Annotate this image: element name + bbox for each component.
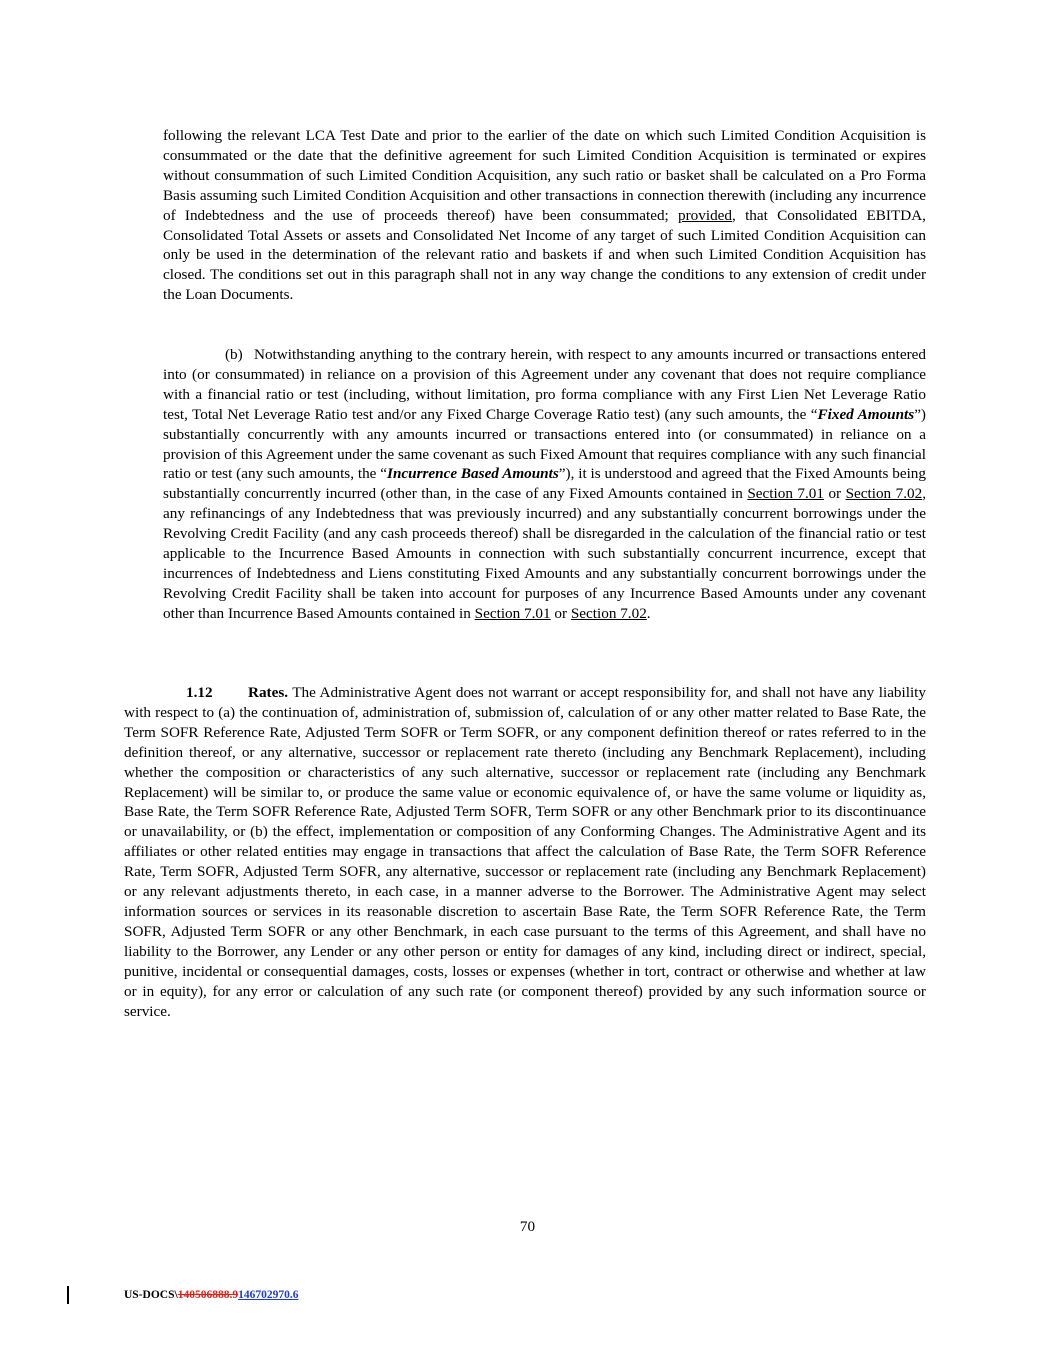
page-number: 70 bbox=[519, 1218, 536, 1235]
defined-term-fixed-amounts: Fixed Amounts bbox=[817, 405, 915, 423]
paragraph-text: , any refinancings of any Indebtedness that was previously incurred) and any substantially concurrent borrowings under the Revolving Credit Facility (and any cash proceeds thereof) shall be disregarded in the calculation of the financial ratio or test applicable to the Incurrence Based Amounts in connection with such substantially concurrent incurrence, except that incurrences of Indebtedness and Liens constituting Fixed Amounts and any substantially concurrent borrowings under the Revolving Credit Facility shall be taken into account for purposes of any Incurrence Based Amounts under any covenant other than Incurrence Based Amounts contained in bbox=[163, 485, 926, 622]
section-reference-7-01: Section 7.01 bbox=[474, 604, 551, 622]
paragraph-text: Notwithstanding anything to the contrary herein, with respect to any amounts incurred or transactions entered into (or consummated) in reliance on a provision of this Agreement under any covenant that does not require compliance with a financial ratio or test (including, without limitation, pro forma compliance with any First Lien Net Leverage Ratio test, Total Net Leverage Ratio test and/or any Fixed Charge Coverage Ratio test) (any such amounts, the “ bbox=[163, 346, 926, 423]
paragraph-text: or bbox=[823, 485, 846, 503]
section-body: The Administrative Agent does not warrant or accept responsibility for, and shall not have any liability with respect to (a) the continuation of, administration of, submission of, calculation of or any other matter related to Base Rate, the Term SOFR Reference Rate, Adjusted Term SOFR or Term SOFR, or any component definition thereof or rates referred to in the definition thereof, or any alternative, successor or replacement rate thereto (including any Benchmark Replacement), including whether the composition or characteristics of any such alternative, successor or replacement rate (including any Benchmark Replacement) will be similar to, or produce the same value or economic equivalence of, or have the same volume or liquidity as, Base Rate, the Term SOFR Reference Rate, Adjusted Term SOFR, Term SOFR or any other Benchmark prior to its discontinuance or unavailability, or (b) the effect, implementation or composition of any Conforming Changes. The Administrative Agent and its affiliates or other related entities may engage in transactions that affect the calculation of Base Rate, the Term SOFR Reference Rate, Term SOFR, Adjusted Term SOFR, any alternative, successor or replacement rate (including any Benchmark Replacement) or any relevant adjustments thereto, in each case, in a manner adverse to the Borrower. The Administrative Agent may select information sources or services in its reasonable discretion to ascertain Base Rate, the Term SOFR Reference Rate, the Term SOFR, Adjusted Term SOFR or any other Benchmark, in each case pursuant to the terms of this Agreement, and shall have no liability to the Borrower, any Lender or any other person or entity for damages of any kind, including direct or indirect, special, punitive, incidental or consequential damages, costs, losses or expenses (whether in tort, contract or otherwise and whether at law or in equity), for any error or calculation of any such rate (or component thereof) provided by any such information source or service. bbox=[124, 684, 926, 1020]
paragraph-text: , that Consolidated EBITDA, Consolidated Total Assets or assets and Consolidated Net Income of any target of such Limited Condition Acquisition can only be used in the determination of the relevant ratio and baskets if and when such Limited Condition Acquisition has closed. The conditions set out in this paragraph shall not in any way change the conditions to any extension of credit under the Loan Documents. bbox=[163, 206, 926, 304]
paragraph-text: ”), it is understood and agreed that the Fixed Amounts being substantially concurrently incurred (other than, in the case of any Fixed Amounts contained in bbox=[163, 465, 926, 503]
section-reference-7-02: Section 7.02 bbox=[570, 604, 647, 622]
revision-change-bar bbox=[67, 1286, 69, 1304]
paragraph-lca-continuation bbox=[163, 126, 926, 305]
defined-term-incurrence-based-amounts: Incurrence Based Amounts bbox=[387, 465, 559, 483]
inserted-doc-id: 146702970.6 bbox=[238, 1289, 299, 1301]
section-reference-7-02: Section 7.02 bbox=[845, 485, 923, 503]
paragraph-b-fixed-amounts bbox=[163, 345, 926, 624]
footer-prefix: US-DOCS\ bbox=[124, 1289, 178, 1301]
paragraph-text: or bbox=[550, 604, 571, 622]
provided-term: provided bbox=[678, 206, 733, 224]
section-reference-7-01: Section 7.01 bbox=[747, 485, 824, 503]
paragraph-text: following the relevant LCA Test Date and prior to the earlier of the date on which such Limited Condition Acquisition is consummated or the date that the definitive agreement for such Limited Condition Acquisition is terminated or expires without consummation of such Limited Condition Acquisition, any such ratio or basket shall be calculated on a Pro Forma Basis assuming such Limited Condition Acquisition and other transactions in connection therewith (including any incurrence of Indebtedness and the use of proceeds thereof) have been consummated; bbox=[163, 127, 926, 224]
deleted-doc-id: 140506888.9 bbox=[177, 1289, 239, 1301]
paragraph-text: . bbox=[646, 604, 651, 622]
paragraph-text: ”) substantially concurrently with any amounts incurred or transactions entered into (or consummated) in reliance on a provision of this Agreement under the same covenant as such Fixed Amount that requires compliance with any such financial ratio or test (any such amounts, the “ bbox=[163, 405, 926, 483]
section-number: 1.12 bbox=[186, 684, 213, 701]
document-footer-id bbox=[124, 1289, 298, 1301]
clause-label: (b) bbox=[225, 346, 243, 363]
section-heading: Rates. bbox=[248, 684, 289, 701]
section-1-12-rates bbox=[124, 683, 926, 1021]
